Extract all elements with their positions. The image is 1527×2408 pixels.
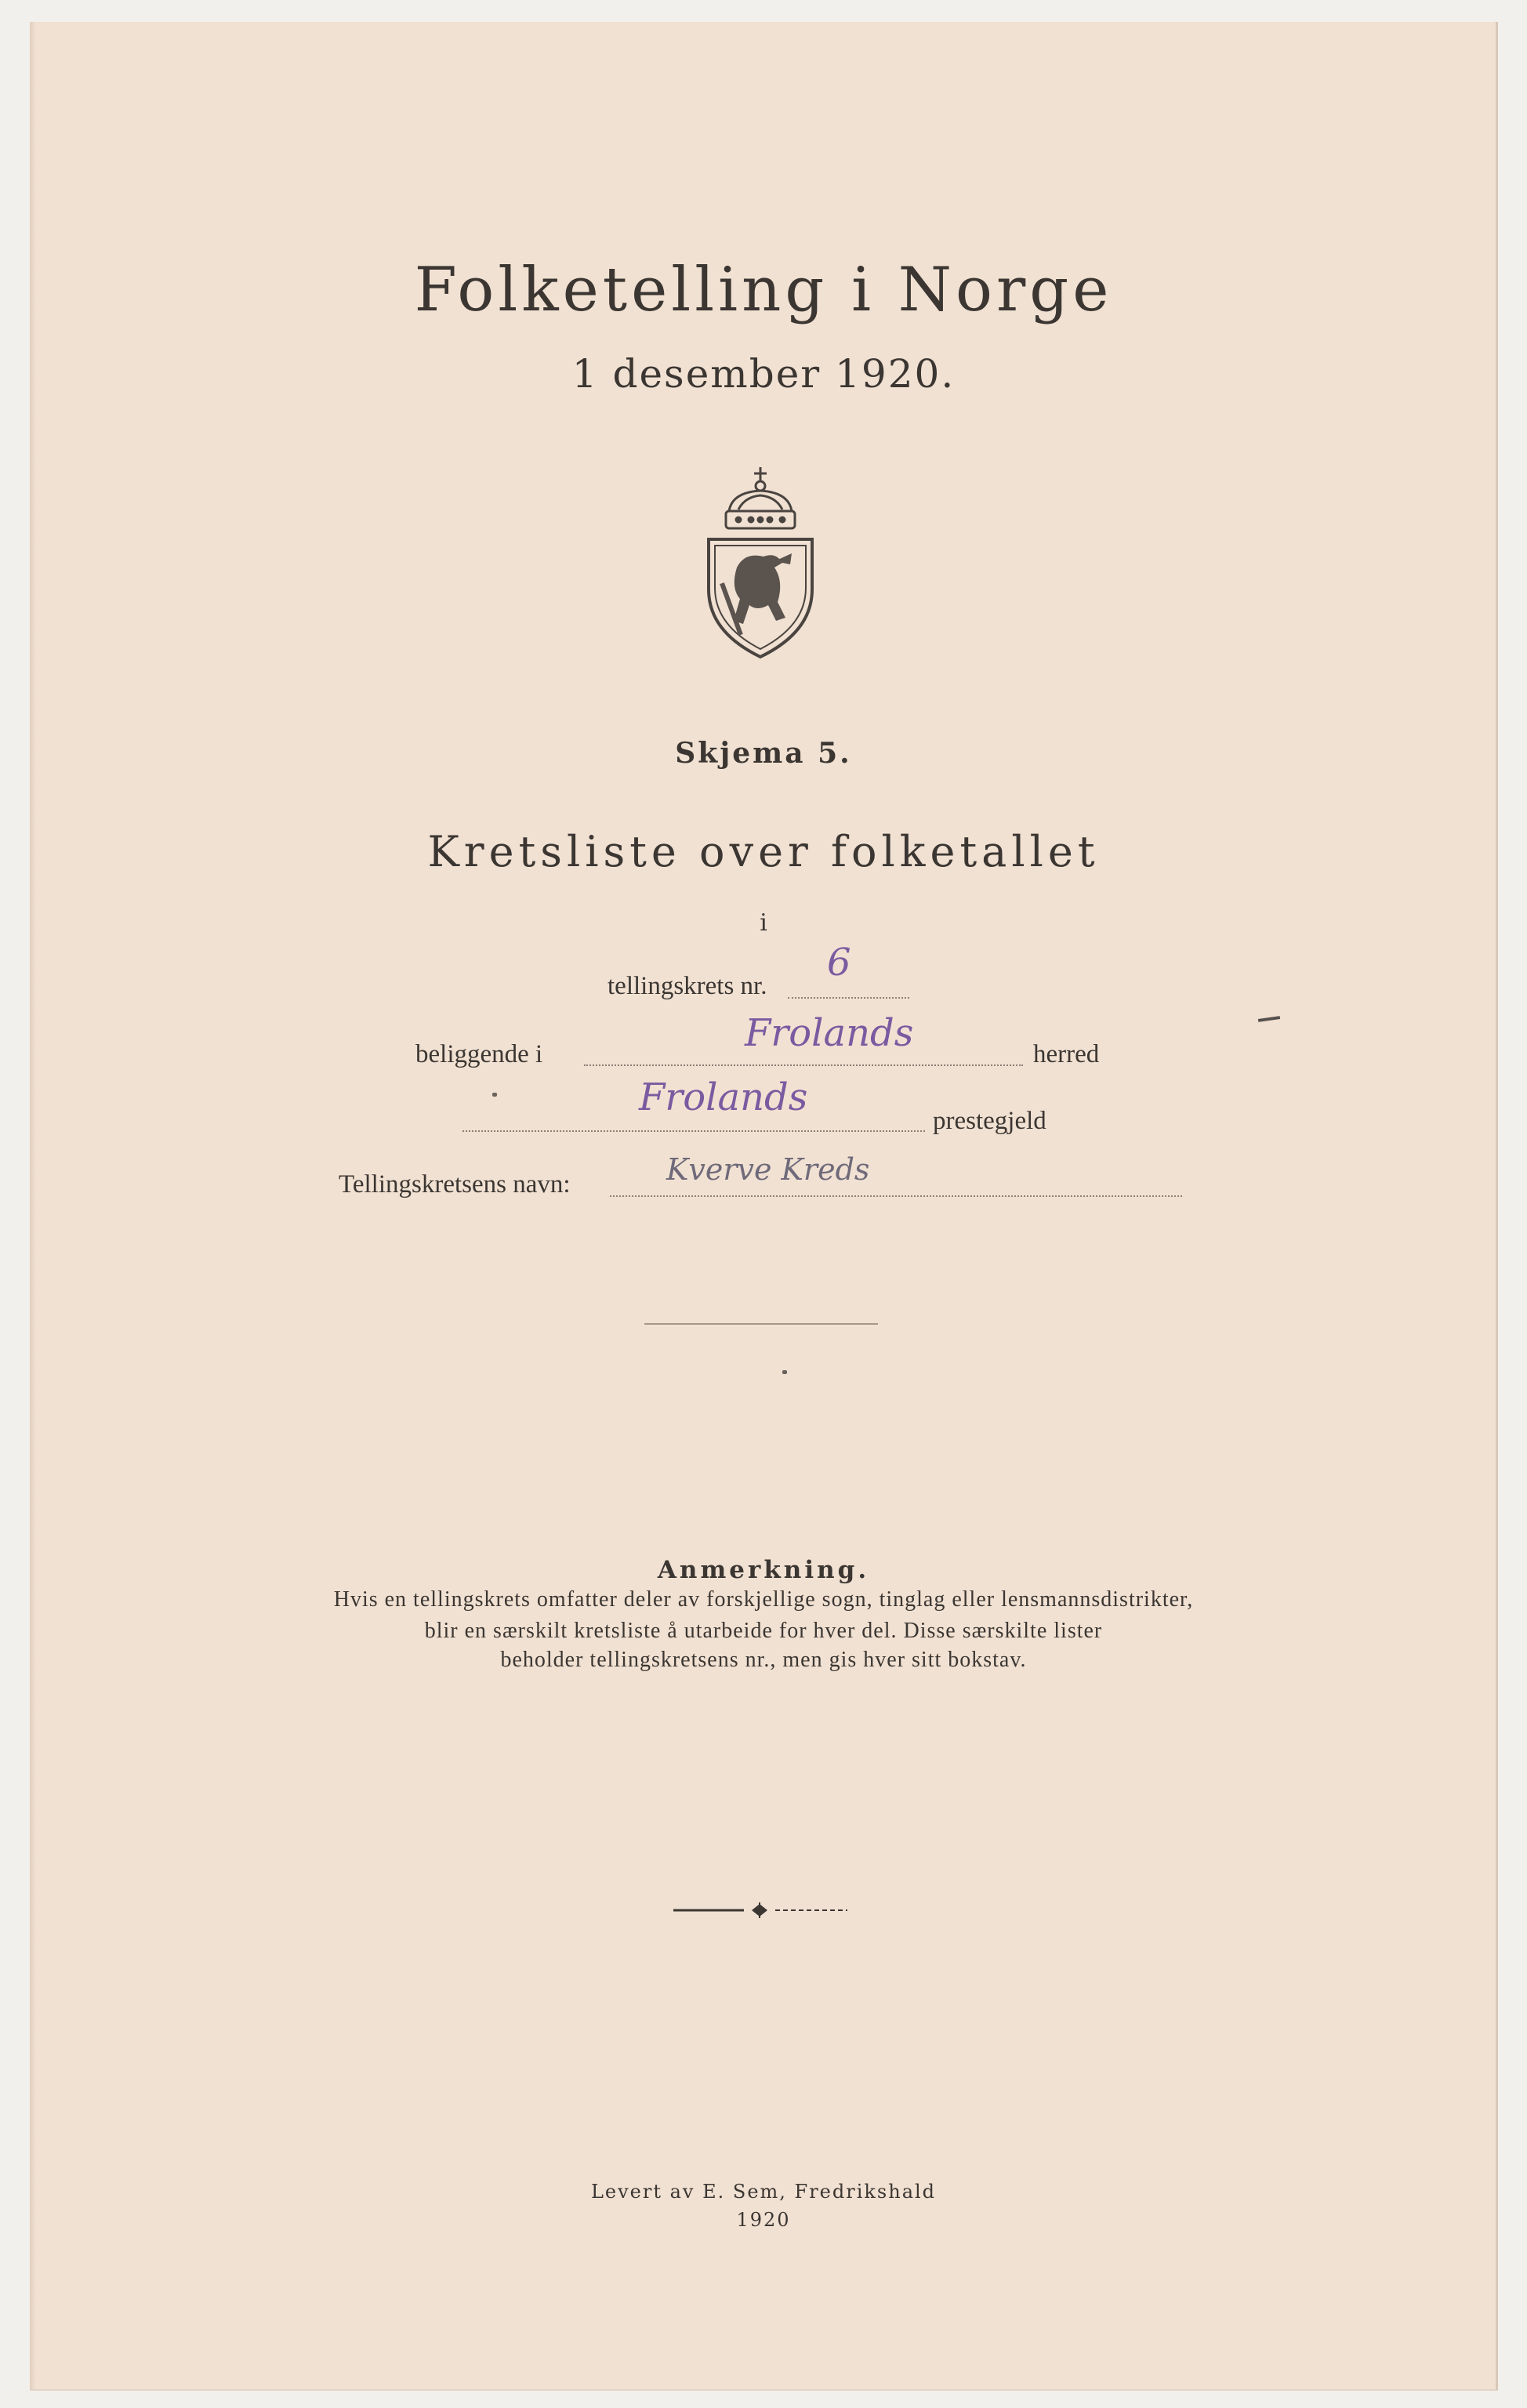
kretsnavn-label: Tellingskretsens navn: bbox=[339, 1170, 571, 1199]
printer-year: 1920 bbox=[736, 2209, 791, 2231]
tellingskrets-value: 6 bbox=[827, 941, 851, 985]
kretsnavn-dotted-line bbox=[610, 1195, 1182, 1197]
beliggende-label: beliggende i bbox=[415, 1040, 543, 1068]
note-line-1: Hvis en tellingskrets omfatter deler av forskjellige sogn, tinglag eller lensmannsdistrikter, bbox=[333, 1587, 1194, 1612]
herred-label: herred bbox=[1033, 1040, 1100, 1068]
tellingskrets-label: tellingskrets nr. bbox=[608, 972, 767, 1000]
note-line-2: blir en særskilt kretsliste å utarbeide for hver del. Disse særskilte lister bbox=[424, 1619, 1103, 1643]
herred-value: Frolands bbox=[745, 1011, 914, 1055]
section-divider bbox=[644, 1323, 878, 1325]
prestegjeld-value: Frolands bbox=[639, 1075, 808, 1119]
preposition-i: i bbox=[760, 909, 767, 937]
document-date: 1 desember 1920. bbox=[571, 351, 956, 397]
prestegjeld-dotted-line bbox=[462, 1130, 925, 1132]
document-title: Folketelling i Norge bbox=[414, 255, 1113, 325]
printer-credit: Levert av E. Sem, Fredrikshald bbox=[590, 2181, 937, 2203]
prestegjeld-label: prestegjeld bbox=[933, 1107, 1046, 1135]
herred-dotted-line bbox=[584, 1064, 1023, 1066]
note-title: Anmerkning. bbox=[657, 1556, 870, 1584]
ornament-divider-icon bbox=[670, 1901, 851, 1920]
coat-of-arms-icon bbox=[698, 464, 823, 662]
schema-label: Skjema 5. bbox=[675, 737, 852, 770]
kretsnavn-value: Kverve Kreds bbox=[666, 1152, 870, 1187]
ink-speck bbox=[782, 1370, 787, 1374]
ink-speck bbox=[492, 1093, 497, 1097]
tellingskrets-dotted-line bbox=[788, 997, 909, 999]
note-line-3: beholder tellingskretsens nr., men gis hver sitt bokstav. bbox=[500, 1648, 1027, 1672]
form-heading: Kretsliste over folketallet bbox=[427, 827, 1100, 876]
